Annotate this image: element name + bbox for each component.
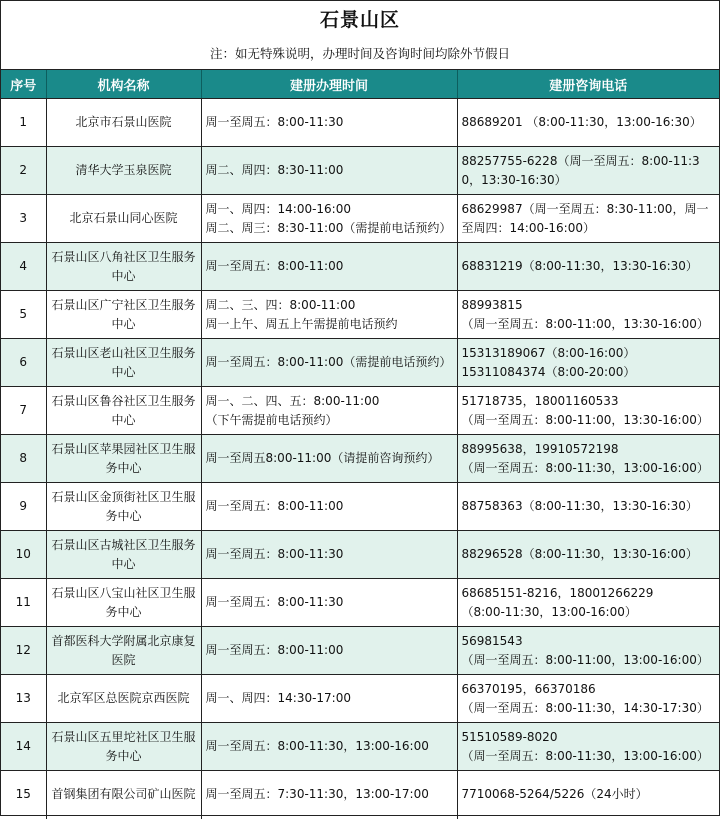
table-row (1, 339, 719, 387)
org-name-cell: 石景山区广宁社区卫生服务中心 (46, 291, 201, 339)
org-name-cell: 清华大学玉泉医院 (46, 147, 201, 195)
registration-time-cell: 周一至周五8:00-11:00（请提前咨询预约） (201, 435, 457, 483)
row-index: 14 (1, 723, 46, 771)
row-index: 3 (1, 195, 46, 243)
consult-phone-cell: 56981543 （周一至周五：8:00-11:00，13:00-16:00） (457, 627, 719, 675)
row-index: 5 (1, 291, 46, 339)
table-row (1, 147, 719, 195)
org-name-cell: 北京军区总医院京西医院 (46, 675, 201, 723)
consult-phone-cell: 88257755-6228（周一至周五：8:00-11:30，13:30-16:30） (457, 147, 719, 195)
row-index: 7 (1, 387, 46, 435)
org-name-cell: 石景山区金顶街社区卫生服务中心 (46, 483, 201, 531)
consult-phone-cell: 68629987（周一至周五：8:30-11:00，周一至周四：14:00-16:00） (457, 195, 719, 243)
consult-phone-cell: 66370195，66370186 （周一至周五：8:00-11:30，14:30-17:30） (457, 675, 719, 723)
table-row (1, 195, 719, 243)
table-row (1, 531, 719, 579)
registration-time-cell: 周一至周五：7:30-11:30，13:00-17:00 (201, 771, 457, 819)
org-name-cell: 石景山区鲁谷社区卫生服务中心 (46, 387, 201, 435)
table-row (1, 675, 719, 723)
consult-phone-cell: 15313189067（8:00-16:00） 15311084374（8:00-20:00） (457, 339, 719, 387)
registration-time-cell: 周一、周四：14:00-16:00 周二、周三：8:30-11:00（需提前电话预约） (201, 195, 457, 243)
page-note: 注：如无特殊说明，办理时间及咨询时间均除外节假日 (1, 39, 719, 70)
row-index: 1 (1, 99, 46, 147)
table-row (1, 435, 719, 483)
org-name-cell: 石景山区八宝山社区卫生服务中心 (46, 579, 201, 627)
consult-phone-cell: 88758363（8:00-11:30，13:30-16:30） (457, 483, 719, 531)
row-index: 4 (1, 243, 46, 291)
registration-time-cell: 周一至周五：8:00-11:00 (201, 483, 457, 531)
consult-phone-cell: 88296528（8:00-11:30，13:30-16:00） (457, 531, 719, 579)
row-index: 6 (1, 339, 46, 387)
registration-table (1, 70, 719, 819)
consult-phone-cell: 68831219（8:00-11:30，13:30-16:30） (457, 243, 719, 291)
org-name-cell: 北京石景山同心医院 (46, 195, 201, 243)
consult-phone-cell: 51718735，18001160533 （周一至周五：8:00-11:00，13:30-16:00） (457, 387, 719, 435)
org-name-cell: 北京市石景山医院 (46, 99, 201, 147)
table-row (1, 771, 719, 819)
table-row (1, 723, 719, 771)
row-index: 15 (1, 771, 46, 819)
row-index: 12 (1, 627, 46, 675)
registration-time-cell: 周二、周四：8:30-11:00 (201, 147, 457, 195)
row-index: 10 (1, 531, 46, 579)
registration-time-cell: 周一至周五：8:00-11:30 (201, 579, 457, 627)
consult-phone-cell: 88993815 （周一至周五：8:00-11:00，13:30-16:00） (457, 291, 719, 339)
table-row (1, 627, 719, 675)
org-name-cell: 石景山区八角社区卫生服务中心 (46, 243, 201, 291)
row-index: 13 (1, 675, 46, 723)
org-name-cell: 石景山区五里坨社区卫生服务中心 (46, 723, 201, 771)
table-row (1, 387, 719, 435)
row-index: 8 (1, 435, 46, 483)
org-name-cell: 石景山区老山社区卫生服务中心 (46, 339, 201, 387)
header-org-name: 机构名称 (46, 70, 201, 99)
registration-time-cell: 周二、三、四：8:00-11:00 周一上午、周五上午需提前电话预约 (201, 291, 457, 339)
header-index: 序号 (1, 70, 46, 99)
table-row (1, 291, 719, 339)
registration-time-cell: 周一至周五：8:00-11:00（需提前电话预约） (201, 339, 457, 387)
page-title: 石景山区 (319, 9, 400, 31)
registration-time-cell: 周一至周五：8:00-11:00 (201, 627, 457, 675)
org-name-cell: 首都医科大学附属北京康复医院 (46, 627, 201, 675)
row-index: 11 (1, 579, 46, 627)
org-name-cell: 石景山区古城社区卫生服务中心 (46, 531, 201, 579)
consult-phone-cell: 88995638，19910572198 （周一至周五：8:00-11:30，13:00-16:00） (457, 435, 719, 483)
table-row (1, 99, 719, 147)
table-body (1, 99, 719, 819)
registration-time-cell: 周一、二、四、五：8:00-11:00 （下午需提前电话预约） (201, 387, 457, 435)
consult-phone-cell: 7710068-5264/5226（24小时） (461, 787, 648, 802)
header-registration-time: 建册办理时间 (201, 70, 457, 99)
org-name-cell: 首钢集团有限公司矿山医院 (46, 771, 201, 819)
table-row (1, 579, 719, 627)
registration-time-cell: 周一、周四：14:30-17:00 (201, 675, 457, 723)
registration-time-cell: 周一至周五：8:00-11:30 (201, 531, 457, 579)
row-index: 2 (1, 147, 46, 195)
registration-time-cell: 周一至周五：8:00-11:30 (201, 99, 457, 147)
header-consult-phone: 建册咨询电话 (457, 70, 719, 99)
registration-time-cell: 周一至周五：8:00-11:30，13:00-16:00 (201, 723, 457, 771)
table-row (1, 483, 719, 531)
consult-phone-cell: 51510589-8020 （周一至周五：8:00-11:30，13:00-16:00） (457, 723, 719, 771)
consult-phone-cell: 88689201 （8:00-11:30，13:00-16:30） (457, 99, 719, 147)
table-header-row (1, 70, 719, 99)
registration-time-cell: 周一至周五：8:00-11:00 (201, 243, 457, 291)
org-name-cell: 石景山区苹果园社区卫生服务中心 (46, 435, 201, 483)
row-index: 9 (1, 483, 46, 531)
table-row (1, 243, 719, 291)
consult-phone-cell: 68685151-8216，18001266229 （8:00-11:30，13:00-16:00） (457, 579, 719, 627)
